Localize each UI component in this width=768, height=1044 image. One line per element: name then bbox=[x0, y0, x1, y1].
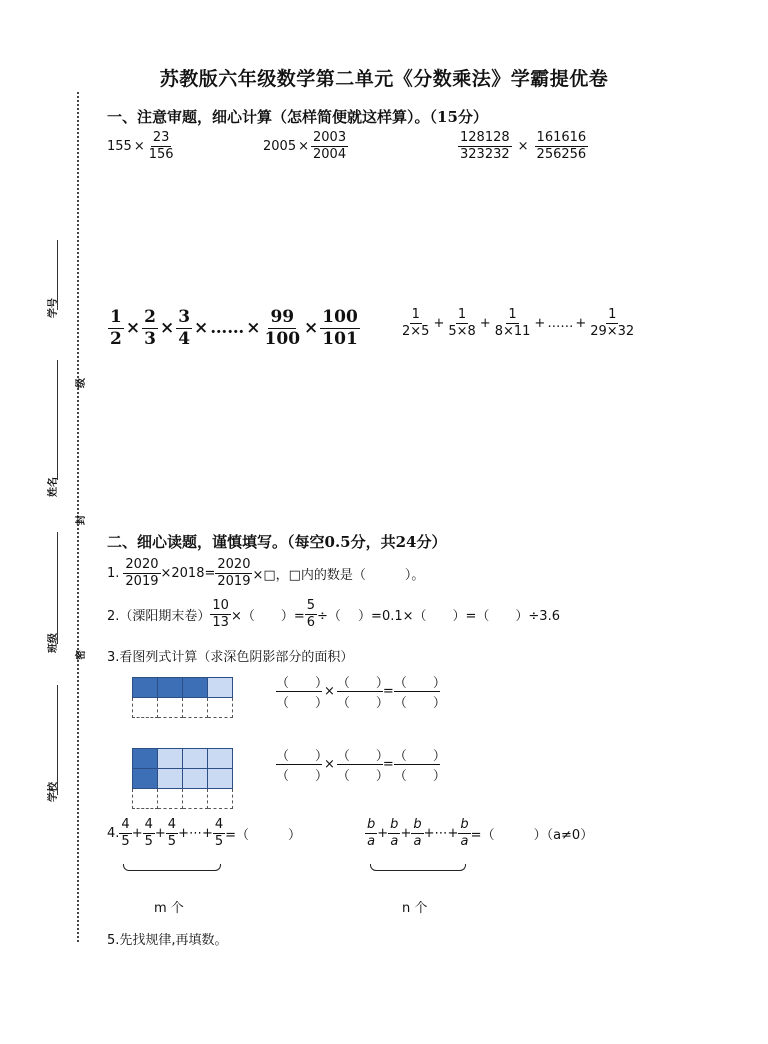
q4r-f2-num: b bbox=[388, 818, 400, 834]
p1-whole: 155 bbox=[107, 139, 132, 155]
q1-den: 2019 bbox=[125, 574, 159, 590]
q4r-plus-1: + bbox=[377, 826, 389, 842]
q4-f1-den: 5 bbox=[121, 834, 130, 850]
q4-brace-left bbox=[123, 864, 221, 871]
q4-f2-den: 5 bbox=[144, 834, 153, 850]
q3-e1-c-den: （ ） bbox=[393, 696, 446, 711]
q4r-plus-2: + bbox=[400, 826, 412, 842]
q1-den2: 2019 bbox=[217, 574, 251, 590]
q3-e1-b-num: （ ） bbox=[337, 672, 383, 692]
p5-f4-num: 1 bbox=[606, 308, 618, 324]
q3-e2-c-den: （ ） bbox=[393, 769, 446, 784]
q1-num: 2020 bbox=[123, 558, 160, 574]
p5-f2-num: 1 bbox=[456, 308, 468, 324]
q3-e1-c-num: （ ） bbox=[394, 672, 440, 692]
p4-dots: …… bbox=[210, 318, 245, 339]
problem-4: $\frac{1}{2}$ × $\frac{2}{3}$ × $\frac{3}{4}$ × …… × $\frac{99}{100}$ × $\frac{100}{101}$ bbox=[110, 307, 358, 349]
q1-tail: ×□，□内的数是（ ）。 bbox=[252, 568, 425, 584]
p2-num: 2003 bbox=[311, 131, 348, 147]
q3-e2-a-num: （ ） bbox=[276, 745, 322, 765]
question-1 bbox=[107, 558, 424, 590]
p1-num: 23 bbox=[151, 131, 172, 147]
label-school: 学校 bbox=[48, 782, 59, 802]
q3-e1-a-den: （ ） bbox=[276, 696, 329, 711]
q4r-f4-num: b bbox=[458, 818, 470, 834]
p5-f4-den: 29×32 bbox=[590, 324, 635, 340]
q4r-f1-num: b bbox=[365, 818, 377, 834]
section1-heading: 一、注意审题，细心计算（怎样简便就这样算）。（15分） bbox=[107, 108, 488, 126]
q4-plus-1: + bbox=[131, 826, 143, 842]
p5-f3-den: 8×11 bbox=[494, 324, 531, 340]
label-feng: 封 bbox=[76, 515, 87, 525]
q3-figure-2 bbox=[132, 748, 233, 809]
p2-den: 2004 bbox=[313, 147, 347, 163]
q4-dots: +⋯+ bbox=[178, 826, 213, 842]
q2-den2: 6 bbox=[306, 615, 316, 631]
p4-f3-den: 4 bbox=[178, 328, 191, 349]
label-class: 班级 bbox=[48, 633, 59, 653]
p4-f5-den: 101 bbox=[322, 328, 358, 349]
p3-b-num: 161616 bbox=[535, 131, 589, 147]
q3-e2-c-num: （ ） bbox=[394, 745, 440, 765]
q3-e1-times: × bbox=[324, 684, 335, 699]
q4-f4-num: 4 bbox=[213, 818, 225, 834]
p3-a-den: 323232 bbox=[460, 147, 510, 163]
q3-e1-a-num: （ ） bbox=[276, 672, 322, 692]
label-name: 姓名 bbox=[48, 477, 59, 497]
question-2 bbox=[107, 599, 560, 631]
p5-dots: …… bbox=[547, 316, 574, 332]
q4-f3-den: 5 bbox=[167, 834, 177, 850]
q4r-dots: +⋯+ bbox=[423, 826, 459, 842]
question-4-left bbox=[107, 818, 301, 850]
q3-e2-b-den: （ ） bbox=[336, 769, 389, 784]
p5-f3-num: 1 bbox=[506, 308, 518, 324]
question-5-text: 5.先找规律,再填数。 bbox=[107, 933, 228, 948]
q4-f4-den: 5 bbox=[214, 834, 224, 850]
q4r-f4-den: a bbox=[460, 834, 469, 850]
question-4-right bbox=[365, 818, 593, 850]
q1-num2: 2020 bbox=[215, 558, 252, 574]
q2-den: 13 bbox=[212, 615, 229, 631]
q3-figure-1 bbox=[132, 677, 233, 718]
p4-f2-num: 2 bbox=[144, 307, 156, 327]
p4-f4-num: 99 bbox=[270, 307, 295, 327]
p3-a-num: 128128 bbox=[458, 131, 512, 147]
q4r-tail: =（ ）（a≠0） bbox=[470, 828, 594, 844]
q3-e2-equals: = bbox=[382, 757, 394, 772]
school-line bbox=[57, 685, 58, 795]
q3-equation-2 bbox=[276, 745, 446, 784]
q3-e1-equals: = bbox=[382, 684, 394, 699]
problem-2: 2005 × $\frac{2003}{2004}$ bbox=[263, 130, 347, 163]
label-ji: 级 bbox=[76, 378, 87, 388]
q4-f3-num: 4 bbox=[166, 818, 178, 834]
q2-mid: ×（ ）= bbox=[230, 609, 305, 625]
p4-f2-den: 3 bbox=[144, 328, 156, 349]
q1-mid: ×2018= bbox=[160, 566, 216, 582]
p4-f1-num: 1 bbox=[110, 307, 122, 327]
q3-e2-times: × bbox=[324, 757, 335, 772]
q4-brace-right bbox=[370, 864, 466, 871]
p5-f1-den: 2×5 bbox=[402, 324, 430, 340]
name-line bbox=[57, 360, 58, 480]
q2-tail: ÷（ ）=0.1×（ ）=（ ）÷3.6 bbox=[317, 609, 560, 625]
p4-f5-num: 100 bbox=[322, 307, 358, 327]
q4r-f1-den: a bbox=[367, 834, 376, 850]
q2-num: 10 bbox=[210, 599, 231, 615]
q4r-f3-num: b bbox=[411, 818, 423, 834]
q4-plus-2: + bbox=[154, 826, 166, 842]
p2-whole: 2005 bbox=[263, 139, 297, 155]
p5-f1-num: 1 bbox=[410, 308, 422, 324]
p3-b-den: 256256 bbox=[536, 147, 587, 163]
p1-den: 156 bbox=[148, 147, 174, 163]
question-3-text: 3.看图列式计算（求深色阴影部分的面积） bbox=[107, 650, 354, 665]
q2-num2: 5 bbox=[305, 599, 317, 615]
q3-e2-b-num: （ ） bbox=[337, 745, 383, 765]
label-mi: 密 bbox=[76, 650, 87, 660]
section2-heading: 二、细心读题，谨慎填写。（每空0.5分，共24分） bbox=[107, 533, 447, 551]
q3-equation-1 bbox=[276, 672, 446, 711]
q4-n-label: n 个 bbox=[402, 901, 428, 916]
q2-number: 2.（溧阳期末卷） bbox=[107, 609, 211, 625]
q3-e1-b-den: （ ） bbox=[336, 696, 389, 711]
p4-f3-num: 3 bbox=[178, 307, 191, 327]
label-student-id: 学号 bbox=[48, 298, 59, 318]
q4-number: 4. bbox=[107, 826, 120, 842]
class-line bbox=[57, 532, 58, 644]
q4r-f3-den: a bbox=[413, 834, 422, 850]
problem-1: 155 × $\frac{23}{156}$ bbox=[107, 130, 174, 163]
problem-5: $\frac{1}{2\times 5}$ + $\frac{1}{5\times 8}$ + $\frac{1}{8\times 11}$ + …… + $\frac{1}{29\times 32}$ bbox=[402, 307, 635, 340]
p5-f2-den: 5×8 bbox=[448, 324, 476, 340]
q4-m-label: m 个 bbox=[154, 901, 184, 916]
q4-tail: =（ ） bbox=[225, 828, 302, 844]
q1-number: 1. bbox=[107, 566, 120, 582]
q4r-f2-den: a bbox=[390, 834, 399, 850]
q3-e2-a-den: （ ） bbox=[276, 769, 329, 784]
page-title: 苏教版六年级数学第二单元《分数乘法》学霸提优卷 bbox=[159, 68, 609, 90]
p4-f1-den: 2 bbox=[110, 328, 122, 349]
problem-3: $\frac{128128}{323232}$ × $\frac{161616}{256256}$ bbox=[460, 130, 587, 163]
q4-f1-num: 4 bbox=[119, 818, 131, 834]
q4-f2-num: 4 bbox=[143, 818, 155, 834]
p4-f4-den: 100 bbox=[264, 328, 301, 349]
